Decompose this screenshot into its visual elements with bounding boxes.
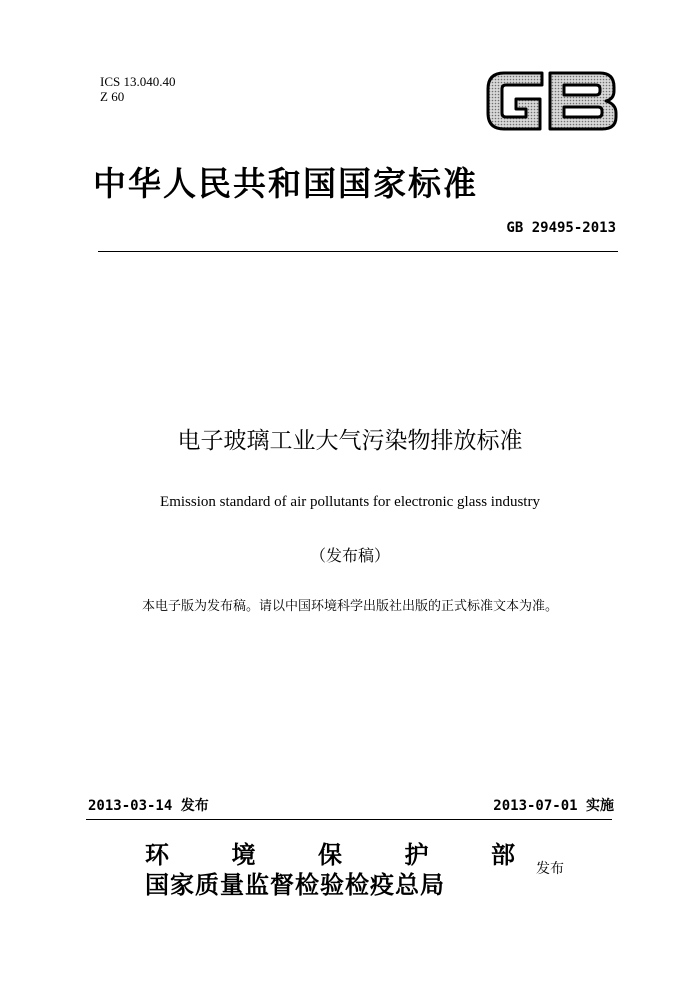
gb-logo bbox=[482, 63, 622, 138]
ics-code: ICS 13.040.40 bbox=[100, 74, 176, 89]
issuer-ministry-char: 环 bbox=[145, 840, 169, 869]
draft-label: （发布稿） bbox=[309, 546, 390, 565]
national-standard-heading: 中华人民共和国国家标准 bbox=[93, 164, 478, 203]
issuer-ministry-char: 护 bbox=[404, 840, 429, 869]
document-title-zh: 电子玻璃工业大气污染物排放标准 bbox=[177, 428, 523, 454]
issuer-ministry-char: 境 bbox=[231, 840, 256, 869]
standard-number: GB 29495-2013 bbox=[506, 220, 616, 236]
issuer-ministry-char: 部 bbox=[491, 840, 515, 869]
footer-divider bbox=[86, 819, 612, 820]
document-title-en: Emission standard of air pollutants for electronic glass industry bbox=[160, 494, 540, 510]
publish-label: 发布 bbox=[536, 861, 564, 877]
edition-note: 本电子版为发布稿。请以中国环境科学出版社出版的正式标准文本为准。 bbox=[141, 599, 558, 614]
issuer-aqsiq: 国家质量监督检验检疫总局 bbox=[145, 870, 445, 899]
issuer-ministry-char: 保 bbox=[318, 840, 342, 869]
header-divider bbox=[98, 251, 618, 252]
ccs-code: Z 60 bbox=[100, 89, 125, 104]
classification-codes bbox=[100, 74, 175, 104]
issue-date: 2013-03-14 发布 bbox=[88, 798, 209, 814]
effective-date: 2013-07-01 实施 bbox=[493, 798, 614, 814]
